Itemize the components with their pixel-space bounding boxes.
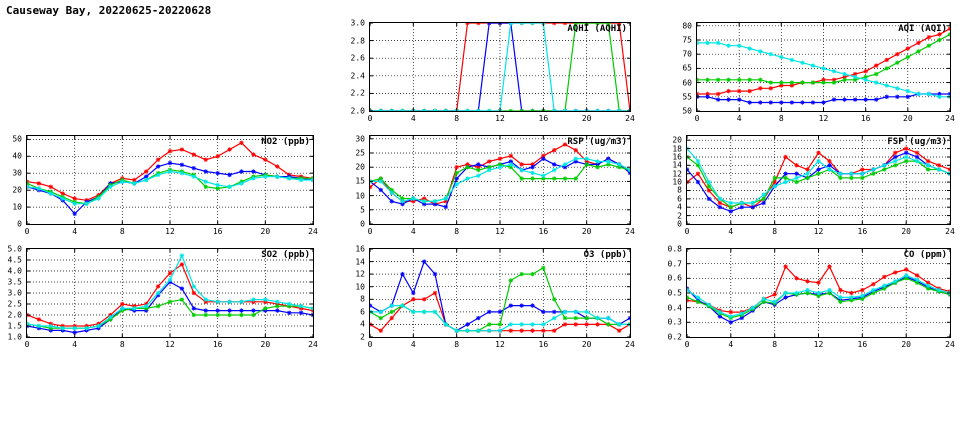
plot-area-so2 (26, 248, 314, 338)
plot-area-co (686, 248, 951, 338)
y-tick-label: 10 (12, 202, 22, 212)
chart-title-aqi: AQI (AQI) (898, 24, 947, 34)
y-tick-label: 50 (12, 134, 22, 144)
y-tick-label: 2 (677, 211, 682, 221)
x-tick-label: 0 (367, 340, 373, 349)
x-tick-label: 16 (212, 227, 223, 236)
y-tick-label: 5 (360, 205, 365, 215)
x-tick-label: 12 (495, 227, 505, 236)
chart-title-so2: SO2 (ppb) (261, 250, 310, 260)
x-tick-label: 12 (165, 227, 175, 236)
x-tick-label: 24 (625, 114, 635, 123)
x-tick-label: 24 (625, 227, 635, 236)
x-tick-label: 8 (119, 227, 125, 236)
chart-title-co: CO (ppm) (903, 250, 947, 260)
x-tick-label: 0 (24, 227, 30, 236)
y-tick-label: 12 (672, 169, 682, 179)
y-tick-label: 30 (355, 134, 365, 144)
y-tick-label: 75 (682, 35, 692, 45)
plot-area-no2 (26, 135, 314, 225)
y-tick-label: 0.2 (667, 332, 682, 342)
x-tick-label: 8 (772, 227, 778, 236)
y-tick-label: 20 (12, 185, 22, 195)
y-tick-label: 0.3 (667, 317, 682, 327)
y-tick-label: 4.0 (7, 266, 22, 276)
x-tick-label: 12 (495, 340, 505, 349)
chart-title-no2: NO2 (ppb) (261, 137, 310, 147)
plot-area-rsp (369, 135, 631, 225)
y-tick-label: 10 (355, 282, 365, 292)
x-tick-label: 0 (367, 114, 373, 123)
plot-area-o3 (369, 248, 631, 338)
y-tick-label: 0 (17, 219, 22, 229)
y-tick-label: 2.2 (350, 88, 365, 98)
y-tick-label: 25 (355, 148, 365, 158)
y-tick-label: 4 (677, 202, 682, 212)
chart-title-aqhi: AQHI (AQHI) (567, 24, 627, 34)
y-tick-label: 4 (360, 319, 365, 329)
y-tick-label: 0.6 (667, 273, 682, 283)
y-tick-label: 0.5 (667, 288, 682, 298)
y-tick-label: 0.8 (667, 244, 682, 254)
y-tick-label: 12 (355, 269, 365, 279)
x-tick-label: 16 (857, 227, 868, 236)
chart-title-o3: O3 (ppb) (583, 250, 627, 260)
x-tick-label: 0 (684, 227, 690, 236)
x-tick-label: 0 (694, 114, 700, 123)
y-tick-label: 18 (672, 144, 682, 154)
x-tick-label: 24 (308, 227, 318, 236)
y-tick-label: 65 (682, 63, 692, 73)
y-tick-label: 16 (672, 152, 682, 162)
y-tick-label: 0.4 (667, 303, 682, 313)
x-tick-label: 20 (581, 340, 592, 349)
x-tick-label: 20 (901, 340, 911, 349)
y-tick-label: 2.0 (7, 310, 22, 320)
x-tick-label: 24 (945, 114, 955, 123)
x-tick-label: 8 (454, 114, 460, 123)
y-tick-label: 70 (682, 49, 692, 59)
y-tick-label: 3.0 (350, 18, 365, 28)
y-tick-label: 2.4 (350, 71, 365, 81)
x-tick-label: 8 (778, 114, 784, 123)
plot-area-fsp (686, 135, 951, 225)
x-tick-label: 8 (454, 340, 460, 349)
y-tick-label: 15 (355, 176, 365, 186)
x-tick-label: 4 (72, 340, 78, 349)
x-tick-label: 16 (538, 114, 549, 123)
y-tick-label: 10 (355, 191, 365, 201)
x-tick-label: 4 (410, 227, 416, 236)
x-tick-label: 4 (72, 227, 78, 236)
y-tick-label: 2.5 (7, 299, 22, 309)
y-tick-label: 60 (682, 78, 692, 88)
x-tick-label: 24 (945, 340, 955, 349)
x-tick-label: 24 (625, 340, 635, 349)
x-tick-label: 12 (495, 114, 505, 123)
x-tick-label: 20 (901, 227, 911, 236)
y-tick-label: 8 (677, 185, 682, 195)
y-tick-label: 0 (677, 219, 682, 229)
y-tick-label: 2.8 (350, 36, 365, 46)
x-tick-label: 16 (212, 340, 223, 349)
y-tick-label: 1.5 (7, 321, 22, 331)
y-tick-label: 14 (672, 160, 682, 170)
x-tick-label: 4 (410, 114, 416, 123)
x-tick-label: 16 (857, 340, 868, 349)
x-tick-label: 20 (903, 114, 913, 123)
x-tick-label: 4 (728, 227, 734, 236)
y-tick-label: 50 (682, 106, 692, 116)
y-tick-label: 1.0 (7, 332, 22, 342)
y-tick-label: 3.0 (7, 288, 22, 298)
x-tick-label: 12 (818, 114, 829, 123)
y-tick-label: 0 (360, 219, 365, 229)
x-tick-label: 20 (581, 114, 592, 123)
y-tick-label: 40 (12, 151, 22, 161)
x-tick-label: 16 (538, 227, 549, 236)
plot-area-aqhi (369, 22, 631, 112)
x-tick-label: 12 (165, 340, 175, 349)
y-tick-label: 3.5 (7, 277, 22, 287)
x-tick-label: 4 (736, 114, 742, 123)
y-tick-label: 5.0 (7, 244, 22, 254)
chart-title-fsp: FSP (ug/m3) (887, 137, 947, 147)
x-tick-label: 20 (581, 227, 592, 236)
y-tick-label: 6 (677, 194, 682, 204)
plot-area-aqi (696, 22, 951, 112)
y-tick-label: 2.6 (350, 53, 365, 63)
x-tick-label: 24 (945, 227, 955, 236)
x-tick-label: 0 (367, 227, 373, 236)
x-tick-label: 8 (772, 340, 778, 349)
x-tick-label: 4 (728, 340, 734, 349)
x-tick-label: 20 (260, 340, 271, 349)
x-tick-label: 0 (684, 340, 690, 349)
page-title: Causeway Bay, 20220625-20220628 (6, 4, 212, 17)
y-tick-label: 6 (360, 307, 365, 317)
x-tick-label: 16 (538, 340, 549, 349)
y-tick-label: 2 (360, 332, 365, 342)
x-tick-label: 16 (860, 114, 871, 123)
x-tick-label: 4 (410, 340, 416, 349)
x-tick-label: 8 (454, 227, 460, 236)
y-tick-label: 2.0 (350, 106, 365, 116)
y-tick-label: 20 (355, 162, 365, 172)
chart-title-rsp: RSP (ug/m3) (567, 137, 627, 147)
y-tick-label: 10 (672, 177, 682, 187)
y-tick-label: 80 (682, 21, 692, 31)
x-tick-label: 0 (24, 340, 30, 349)
y-tick-label: 14 (355, 257, 365, 267)
y-tick-label: 30 (12, 168, 22, 178)
y-tick-label: 0.7 (667, 259, 682, 269)
x-tick-label: 24 (308, 340, 318, 349)
y-tick-label: 4.5 (7, 255, 22, 265)
x-tick-label: 20 (260, 227, 271, 236)
x-tick-label: 12 (813, 340, 824, 349)
x-tick-label: 12 (813, 227, 824, 236)
y-tick-label: 8 (360, 294, 365, 304)
y-tick-label: 16 (355, 244, 365, 254)
y-tick-label: 55 (682, 92, 692, 102)
x-tick-label: 8 (119, 340, 125, 349)
y-tick-label: 20 (672, 135, 682, 145)
